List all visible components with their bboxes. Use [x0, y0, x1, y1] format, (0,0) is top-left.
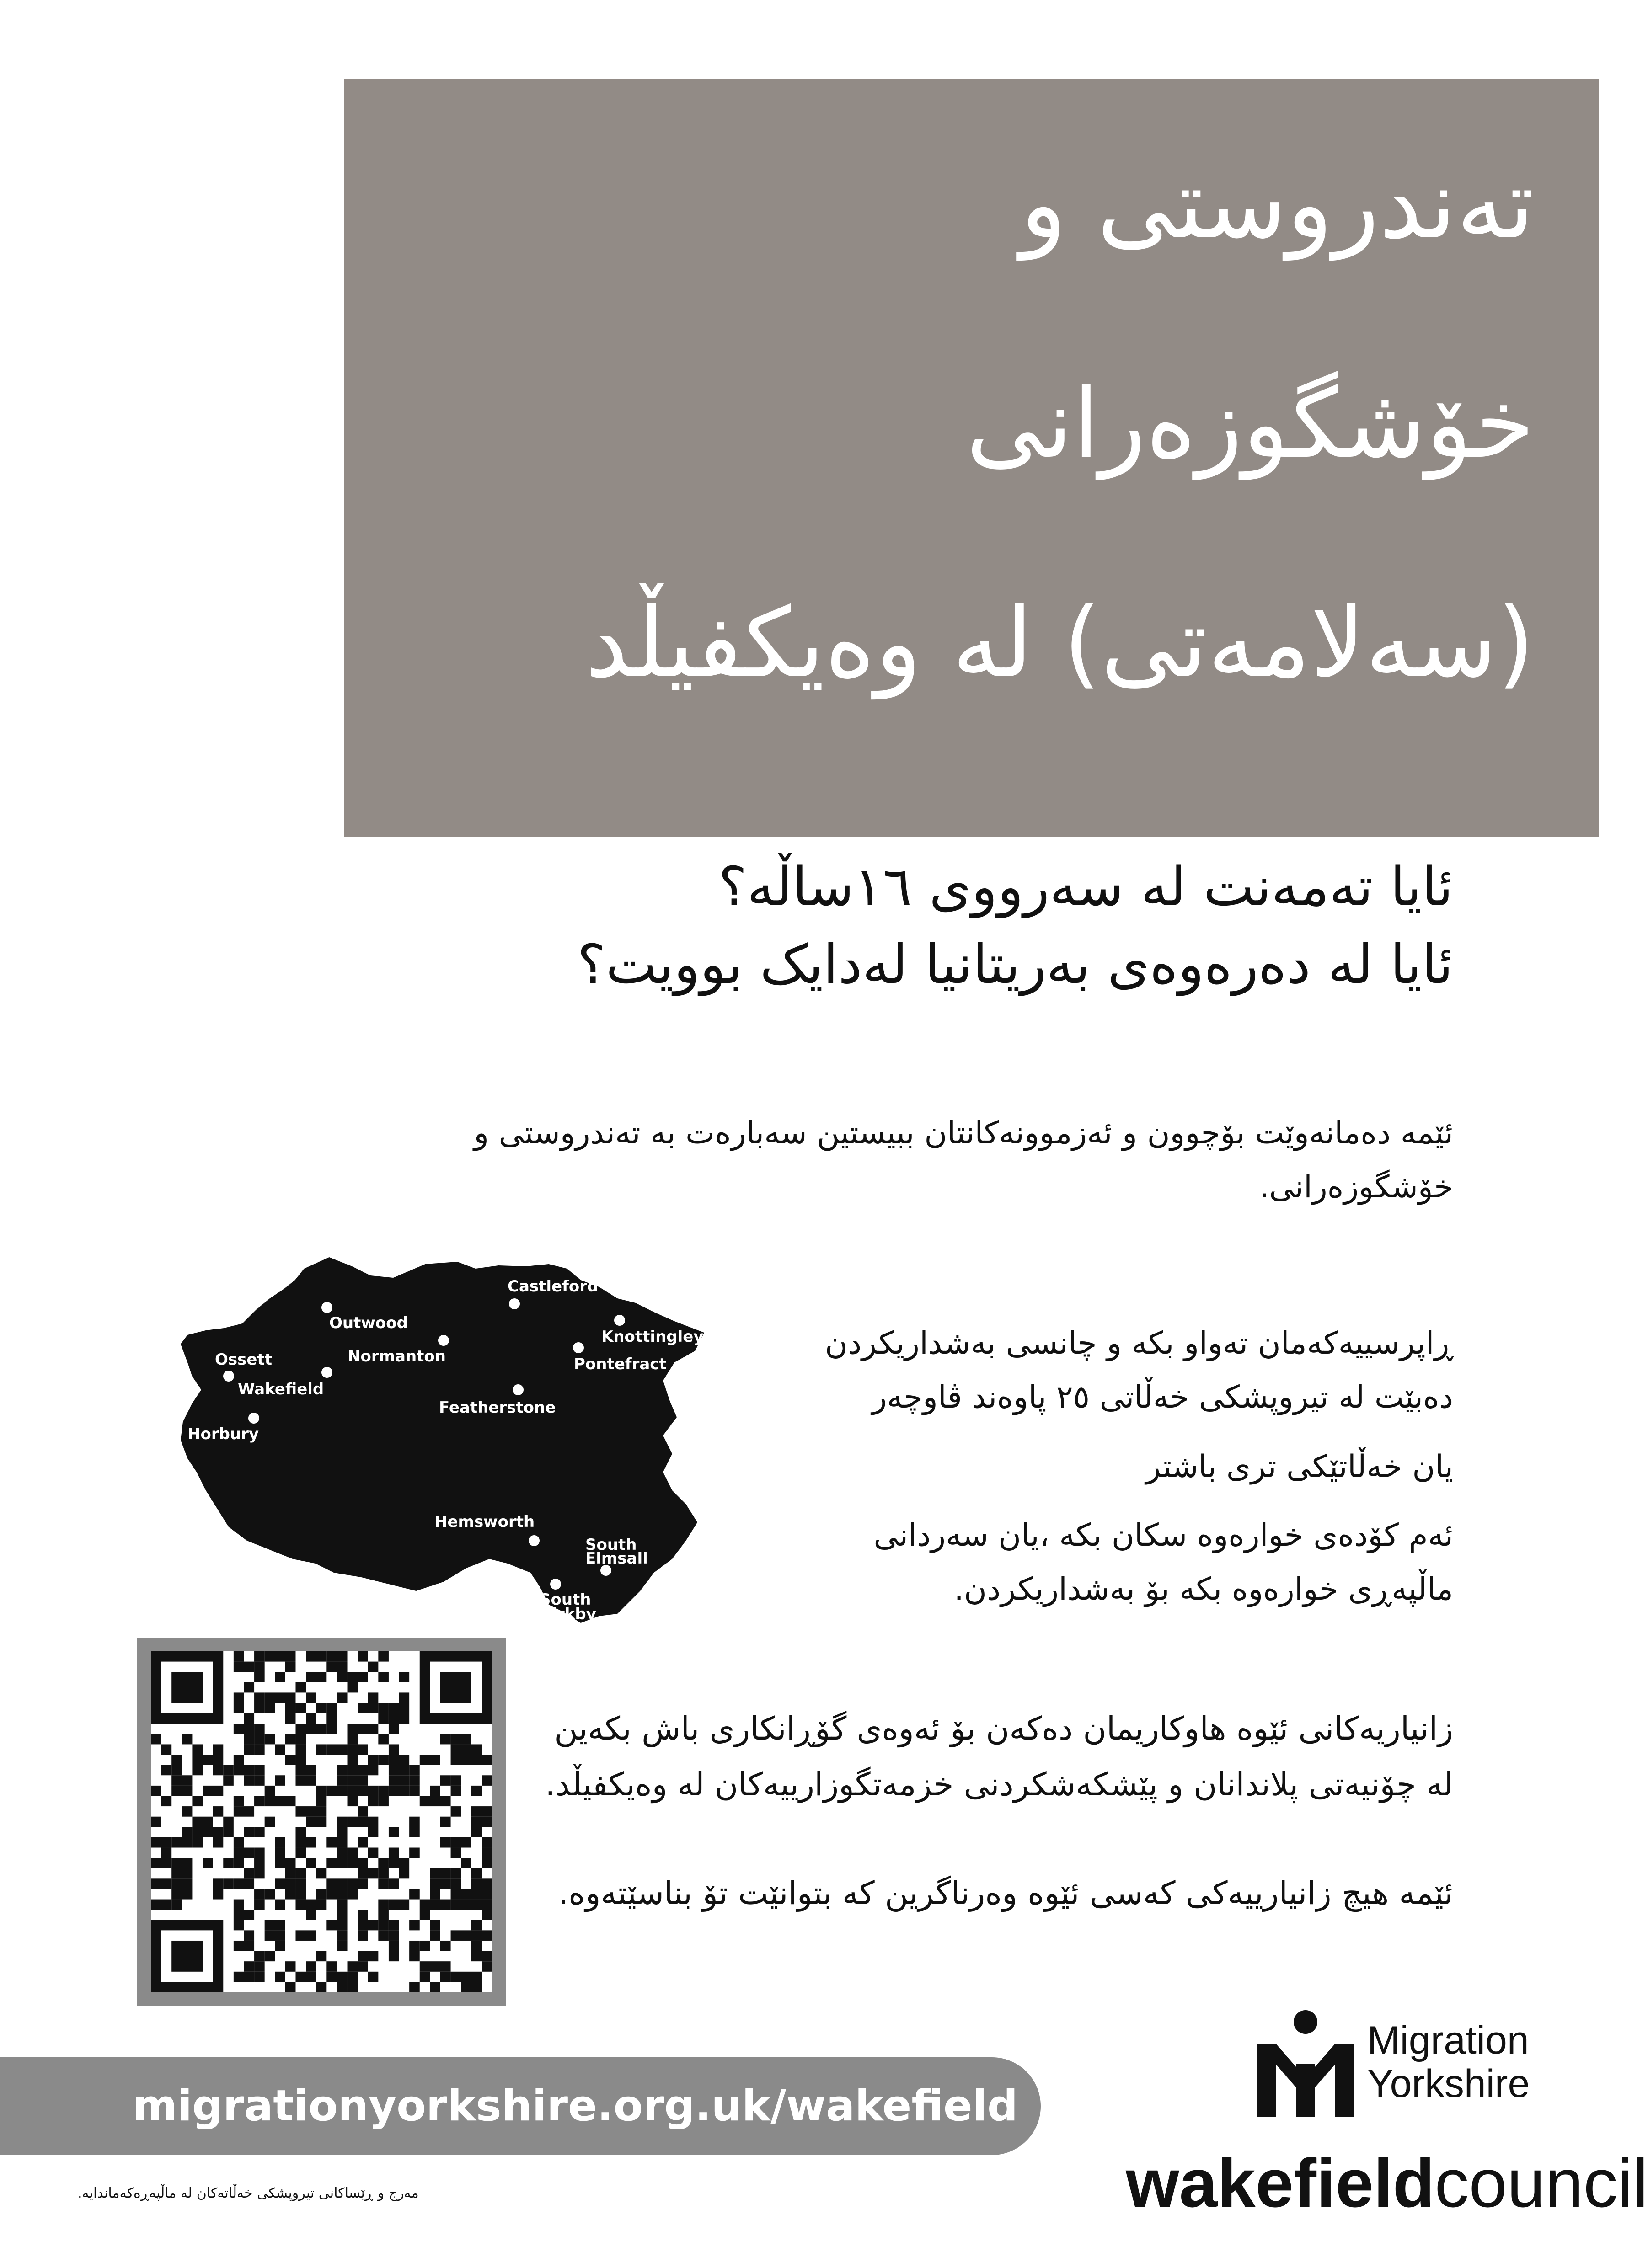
- title-line-2: خۆشگوزەرانی: [966, 368, 1535, 480]
- migration-logo-line-1: Migration: [1367, 2018, 1529, 2062]
- marker-hemsworth: [529, 1535, 540, 1546]
- wakefield-council-logo: [1126, 2145, 1648, 2221]
- title-banner: [344, 79, 1599, 837]
- district-shape: [181, 1257, 704, 1623]
- qr-code-frame[interactable]: [137, 1638, 506, 2006]
- label-knottingley: Knottingley: [601, 1328, 704, 1346]
- label-featherstone: Featherstone: [439, 1398, 556, 1417]
- marker-horbury: [248, 1413, 259, 1424]
- label-ossett: Ossett: [215, 1350, 272, 1369]
- migration-logo-line-2: Yorkshire: [1367, 2062, 1530, 2106]
- info-paragraph-1: زانیاریەکانی ئێوە هاوکاریمان دەکەن بۆ ئەوەی گۆڕانکاری باش بکەین لە چۆنیەتی پلاندانان و پێشکەشکردنی خزمەتگوزارییەکان لە وەیکفیڵد.: [545, 1710, 1453, 1803]
- marker-wakefield: [321, 1367, 332, 1378]
- survey-paragraph-3: ئەم کۆدەی خوارەوە سکان بکە ،یان سەردانی ماڵپەڕی خوارەوە بکە بۆ بەشداریکردن.: [873, 1517, 1453, 1607]
- marker-outwood: [321, 1302, 332, 1313]
- terms-footnote: مەرج و ڕێساکانی تیروپشکی خەڵاتەکان لە ماڵپەڕەکەماندایە.: [78, 2185, 419, 2201]
- intro-paragraph: ئێمە دەمانەوێت بۆچوون و ئەزموونەکانتان ببیستین سەبارەت بە تەندروستی و خۆشگوزەرانی.: [474, 1115, 1453, 1205]
- survey-paragraph-1: ڕاپرسییەکەمان تەواو بکە و چانسی بەشداریکردن دەبێت لە تیروپشکی خەڵاتی ٢٥ پاوەند ڤاوچەر: [824, 1325, 1453, 1415]
- council-logo-regular: council: [1434, 2145, 1648, 2221]
- label-south-kirkby-2: Kirkby: [540, 1605, 596, 1623]
- question-age: ئایا تەمەنت لە سەرووی ١٦ساڵە؟: [718, 855, 1453, 918]
- label-south-elmsall-2: Elmsall: [585, 1549, 648, 1568]
- label-castleford: Castleford: [508, 1277, 599, 1296]
- marker-castleford: [509, 1298, 520, 1309]
- marker-south-kirkby: [550, 1579, 561, 1590]
- council-logo-bold: wakefield: [1126, 2145, 1435, 2221]
- marker-pontefract: [573, 1342, 584, 1353]
- wakefield-district-map: [178, 1243, 741, 1628]
- info-paragraph-2: ئێمە هیچ زانیارییەکی کەسی ئێوە وەرناگرین کە بتوانێت تۆ بناسێتەوە.: [558, 1874, 1453, 1912]
- title-line-3: (سەلامەتی) لە وەیکفیڵد: [585, 587, 1535, 699]
- label-hemsworth: Hemsworth: [434, 1513, 535, 1531]
- website-url-link[interactable]: migrationyorkshire.org.uk/wakefield: [133, 2081, 1018, 2131]
- label-outwood: Outwood: [329, 1314, 408, 1332]
- label-south-elmsall: South: [585, 1536, 637, 1554]
- question-birthplace: ئایا لە دەرەوەی بەریتانیا لەدایک بوویت؟: [577, 933, 1453, 996]
- marker-ossett: [223, 1371, 234, 1382]
- survey-paragraph-2: یان خەڵاتێکی تری باشتر: [1145, 1449, 1453, 1485]
- label-pontefract: Pontefract: [574, 1355, 667, 1373]
- marker-normanton: [438, 1335, 449, 1346]
- migration-yorkshire-logo-icon: [1253, 2009, 1358, 2119]
- label-wakefield: Wakefield: [238, 1380, 324, 1398]
- label-normanton: Normanton: [348, 1347, 446, 1366]
- qr-code-icon[interactable]: [151, 1651, 492, 1992]
- label-horbury: Horbury: [187, 1425, 259, 1443]
- marker-featherstone: [513, 1384, 524, 1395]
- title-line-1: تەندروستی و: [1020, 148, 1535, 260]
- label-south-kirkby: South: [540, 1590, 591, 1609]
- marker-knottingley: [614, 1315, 625, 1326]
